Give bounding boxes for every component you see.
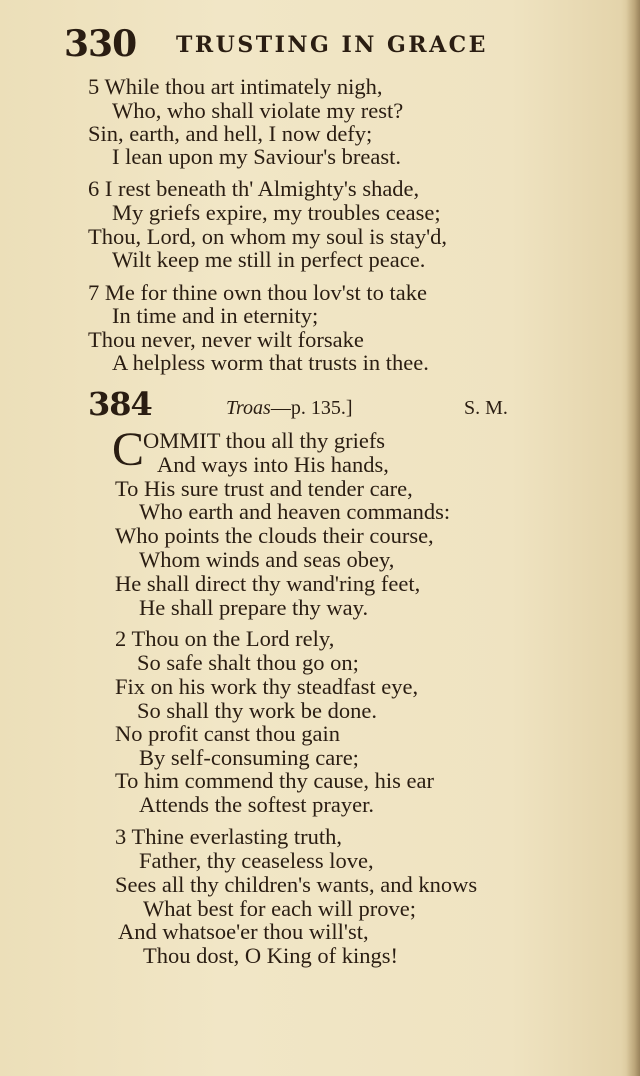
hymn-number: 384: [88, 385, 152, 423]
page-header: [64, 22, 600, 66]
verse-line: So shall thy work be done.: [137, 698, 377, 723]
verse-line: To him commend thy cause, his ear: [115, 768, 434, 793]
verse-line: By self-consuming care;: [139, 745, 359, 770]
verse-line: A helpless worm that trusts in thee.: [112, 350, 429, 375]
verse-line: My griefs expire, my troubles cease;: [112, 200, 441, 225]
verse-line: Sin, earth, and hell, I now defy;: [88, 121, 373, 146]
verse-line: Thou never, never wilt forsake: [88, 327, 364, 352]
verse-line: Thou, Lord, on whom my soul is stay'd,: [88, 224, 448, 249]
verse-line: I lean upon my Saviour's breast.: [112, 144, 401, 169]
verse-line: He shall direct thy wand'ring feet,: [115, 571, 421, 596]
verse-line: Thou dost, O King of kings!: [143, 943, 398, 968]
verse-line: 3 Thine everlasting truth,: [115, 824, 343, 849]
verse-line: Who earth and heaven commands:: [139, 499, 451, 524]
verse-line: In time and in eternity;: [112, 303, 319, 328]
verse-line: OMMIT thou all thy griefs: [143, 428, 386, 453]
tune-page-ref: —p. 135.]: [270, 397, 353, 419]
verse-line: And ways into His hands,: [157, 452, 389, 477]
running-head: TRUSTING IN GRACE: [176, 32, 488, 58]
verse-line: So safe shalt thou go on;: [137, 650, 359, 675]
verse-line: 5 While thou art intimately nigh,: [88, 74, 383, 99]
verse-line: No profit canst thou gain: [115, 721, 340, 746]
verse-line: Fix on his work thy steadfast eye,: [115, 674, 419, 699]
verse-line: 2 Thou on the Lord rely,: [115, 626, 335, 651]
verse-line: Father, thy ceaseless love,: [139, 848, 374, 873]
drop-cap: C: [112, 423, 145, 476]
verse-line: He shall prepare thy way.: [139, 595, 369, 620]
tune-reference: [226, 396, 353, 420]
verse-line: Attends the softest prayer.: [139, 792, 374, 817]
verse-line: 7 Me for thine own thou lov'st to take: [88, 280, 428, 305]
tune-name: Troas: [226, 397, 271, 419]
verse-line: To His sure trust and tender care,: [115, 476, 413, 501]
verse-line: 6 I rest beneath th' Almighty's shade,: [88, 176, 420, 201]
verse-line: What best for each will prove;: [143, 896, 417, 921]
page-number: 330: [64, 23, 137, 65]
verse-line: Who points the clouds their course,: [115, 523, 434, 548]
verse-line: Sees all thy children's wants, and knows: [115, 872, 478, 897]
verse-line: Who, who shall violate my rest?: [112, 98, 404, 123]
page-edge-shadow: [626, 0, 640, 1076]
verse-line: Wilt keep me still in perfect peace.: [112, 247, 426, 272]
verse-line: Whom winds and seas obey,: [139, 547, 395, 572]
verse-line: And whatsoe'er thou will'st,: [118, 919, 369, 944]
hymn-meter: S. M.: [464, 397, 508, 419]
